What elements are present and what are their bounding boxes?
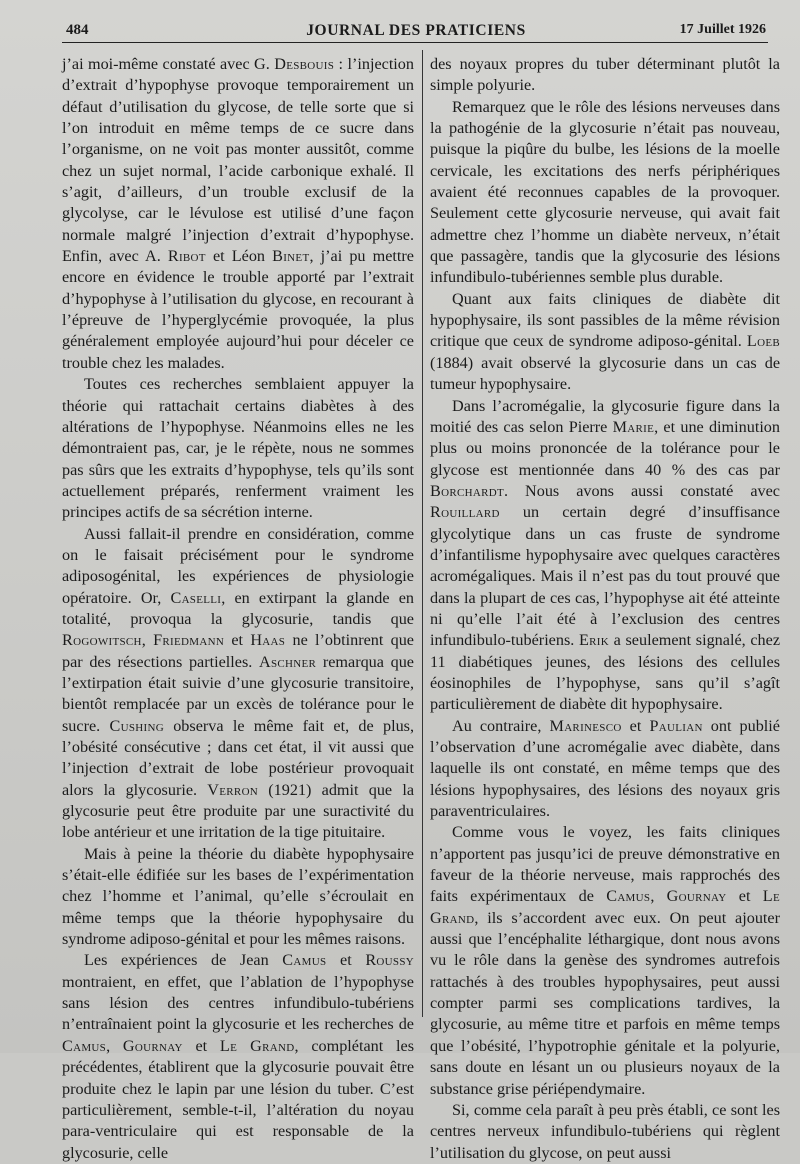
text-run: un certain degré d’insuffisance glycolytique dans un cas fruste de syndrome d’infantilisme hypophysaire avec quelques caractères acromégaliques. Mais il n’est pas du tout prouvé que dans la plupart de ces cas, l’hypophyse ait été atteinte ni qu’elle l’ait été à l’exclusion des centres infundibulo-tubériens. bbox=[430, 503, 780, 650]
author-name: Desbouis bbox=[274, 55, 335, 73]
paragraph bbox=[430, 289, 780, 396]
paragraph bbox=[62, 844, 414, 951]
text-run: des noyaux propres du tuber déterminant plutôt la simple polyurie. bbox=[430, 55, 780, 95]
text-run: Si, comme cela paraît à peu près établi, ce sont les centres nerveux infundibulo-tubériens qui règlent l’utilisation du glycose, on peut aussi bbox=[430, 1100, 780, 1162]
author-name: Friedmann bbox=[153, 631, 225, 650]
paragraph bbox=[62, 950, 414, 1163]
issue-date: 17 Juillet 1926 bbox=[679, 22, 766, 37]
text-run: Remarquez que le rôle des lésions nerveuses dans la pathogénie de la glycosurie n’était pas nouveau, puisque la piqûre du bulbe, les lésions de la moelle cervicale, les excitations des nerfs périphériques avaient été reconnues capables de la provoquer. Seulement cette glycosurie nerveuse, qui avait fait admettre chez l’homme un diabète nerveux, n’était que passagère, tandis que la glycosurie des lésions infundibulo-tubériennes semble plus durable. bbox=[430, 97, 780, 287]
author-name: Borchardt bbox=[430, 481, 505, 500]
text-run: et bbox=[224, 631, 251, 650]
paragraph bbox=[62, 524, 414, 844]
text-run: , bbox=[650, 887, 667, 906]
paragraph bbox=[430, 1100, 780, 1164]
author-name: Binet bbox=[272, 247, 310, 266]
text-run: et bbox=[621, 716, 650, 735]
author-name: Cushing bbox=[109, 716, 164, 735]
paragraph bbox=[430, 97, 780, 289]
author-name: Haas bbox=[250, 631, 286, 650]
left-column bbox=[62, 54, 414, 1164]
author-name: Caselli bbox=[170, 588, 222, 607]
text-run: , en extirpant la glande en totalité, provoqua la glycosurie, tandis que bbox=[62, 588, 415, 628]
text-run: . Nous avons aussi constaté avec bbox=[504, 481, 780, 500]
text-run: , complétant les précédentes, établirent que la glycosurie pouvait être produite chez le lapin par une lésion du tuber. C’est particulièrement, semble-t-il, l’altération du noyau para-ventriculaire qui est responsable de la glycosurie, celle bbox=[62, 1036, 414, 1162]
text-run: , ils s’accordent avec eux. On peut ajouter aussi que l’encéphalite léthargique, dont nous avons vu le rôle dans la genèse des syndromes autrefois rattachés à des troubles hypophysaires, peut aussi compter parmi ses complications tardives, la glycosurie, au même titre et parfois en même temps que l’obésité, l’hypotrophie génitale et la polyurie, sans doute en lésant un ou plusieurs noyaux de la substance grise périépendymaire. bbox=[430, 908, 780, 1098]
author-name: Le Grand bbox=[430, 887, 780, 927]
author-name: Ribot bbox=[167, 247, 206, 266]
author-name: Camus bbox=[606, 887, 651, 906]
author-name: Loeb bbox=[746, 332, 780, 351]
text-run: Mais à peine la théorie du diabète hypophysaire s’était-elle édifiée sur les bases de l’expérimentation chez l’homme et l’animal, qu’elle s’écroulait en même temps que la théorie hypophysaire du syndrome adiposo-génital et pour les mêmes raisons. bbox=[62, 844, 414, 949]
column-divider bbox=[422, 50, 423, 1017]
author-name: Roussy bbox=[365, 951, 414, 970]
author-name: Paulian bbox=[649, 716, 703, 735]
paragraph bbox=[62, 374, 414, 523]
paragraph bbox=[430, 822, 780, 1099]
text-run: ont publié l’observation d’une acromégalie avec diabète, dans laquelle ils ont constaté, en même temps que des lésions hypophysaires, des lésions des noyaux gris paraventriculaires. bbox=[430, 716, 780, 821]
text-run: , j’ai pu mettre encore en évidence le trouble apporté par l’extrait d’hypophyse à l’utilisation du glycose, en recourant à l’épreuve de l’hyperglycémie provoquée, la plus généralement employée aujourd’hui pour déceler ce trouble chez les malades. bbox=[62, 247, 414, 372]
text-run: Aussi fallait-il prendre en considération, comme on le faisait précisément pour le syndrome adiposogénital, les expériences de physiologie opératoire. Or, bbox=[62, 524, 414, 607]
text-run: remarqua que l’extirpation était suivie d’une glycosurie transitoire, bientôt remplacée par un excès de tolérance pour le sucre. bbox=[62, 652, 414, 735]
author-name: Erik bbox=[578, 631, 610, 650]
paragraph bbox=[430, 54, 780, 97]
paragraph bbox=[430, 396, 780, 716]
text-run: , bbox=[141, 631, 154, 650]
text-run: et bbox=[182, 1036, 220, 1055]
journal-title: JOURNAL DES PRATICIENS bbox=[306, 22, 526, 39]
text-run: Comme vous le voyez, les faits cliniques n’apportent pas jusqu’ici de preuve démonstrative en faveur de la théorie nerveuse, mais rapprochés des faits expérimentaux de bbox=[430, 823, 780, 906]
text-run: Toutes ces recherches semblaient appuyer la théorie qui rattachait certains diabètes à des altérations de l’hypophyse. Néanmoins elles ne les démontraient pas, car, je le répète, nous ne sommes pas sûrs que les extraits d’hypophyse, tels qu’ils sont actuellement préparés, renferment vraiment les principes actifs de sa sécrétion interne. bbox=[62, 375, 414, 522]
text-run: Dans l’acromégalie, la glycosurie figure dans la moitié des cas selon Pierre bbox=[430, 396, 780, 436]
author-name: Rouillard bbox=[430, 503, 500, 522]
author-name: Marie bbox=[612, 417, 655, 436]
text-run: ne l’obtinrent que par des résections partielles. bbox=[62, 631, 414, 671]
header-rule bbox=[62, 42, 768, 43]
author-name: Aschner bbox=[258, 652, 317, 671]
text-run: Au contraire, bbox=[452, 716, 550, 735]
author-name: Le Grand bbox=[219, 1036, 295, 1055]
text-run: (1884) avait observé la glycosurie dans un cas de tumeur hypophysaire. bbox=[430, 353, 780, 394]
text-run: , et une diminution plus ou moins prononcée de la tolérance pour le glycose est mentionnée dans 40 % des cas par bbox=[430, 417, 780, 479]
author-name: Rogowitsch bbox=[62, 631, 142, 650]
text-run: et bbox=[326, 951, 366, 970]
author-name: Camus bbox=[282, 951, 327, 970]
text-run: a seulement signalé, chez 11 diabétiques jeunes, des lésions des cellules éosinophiles de l’hypophyse, sans qu’il s’agît particulièrement de diabète dit hypophysaire. bbox=[430, 631, 780, 714]
text-run: et Léon bbox=[205, 247, 273, 266]
author-name: Marinesco bbox=[549, 716, 622, 735]
text-run: (1921) admit que la glycosurie peut être produite par une suractivité du lobe antérieur et une irritation de la tige pituitaire. bbox=[62, 780, 415, 842]
text-run: et bbox=[726, 887, 763, 906]
right-column bbox=[430, 54, 780, 1164]
text-run: observa le même fait et, de plus, l’obésité consécutive ; dans cet état, il vit aussi que l’injection d’extrait de lobe postérieur provoquait alors la glycosurie. bbox=[62, 716, 415, 799]
page-number: 484 bbox=[66, 22, 89, 38]
author-name: Gournay bbox=[666, 887, 727, 906]
text-run: j’ai moi-même constaté avec G. bbox=[62, 55, 275, 73]
text-run: Quant aux faits cliniques de diabète dit hypophysaire, ils sont passibles de la même révision critique que ceux de syndrome adiposo-génital. bbox=[430, 289, 780, 351]
paragraph bbox=[62, 54, 414, 374]
author-name: Gournay bbox=[122, 1036, 183, 1055]
text-run: , bbox=[106, 1036, 123, 1055]
text-run: montraient, en effet, que l’ablation de l’hypophyse sans lésion des centres infundibulo-tubériens n’entraînaient point la glycosurie et les recherches de bbox=[62, 972, 414, 1034]
author-name: Camus bbox=[62, 1036, 107, 1055]
text-run: Les expériences de Jean bbox=[84, 951, 283, 970]
author-name: Verron bbox=[207, 780, 259, 799]
text-run: : l’injection d’extrait d’hypophyse provoque temporairement un défaut d’utilisation du glycose, de telle sorte que si l’on introduit en même temps de ce sucre dans l’organisme, on ne voit pas monter aussitôt, comme chez un sujet normal, l’acide carbonique exhalé. Il s’agit, d’ailleurs, d’un trouble exclusif de la glycolyse, car le lévulose est utilisé d’une façon normale malgré l’injection d’extrait d’hypophyse. Enfin, avec A. bbox=[62, 55, 414, 266]
paragraph bbox=[430, 716, 780, 823]
